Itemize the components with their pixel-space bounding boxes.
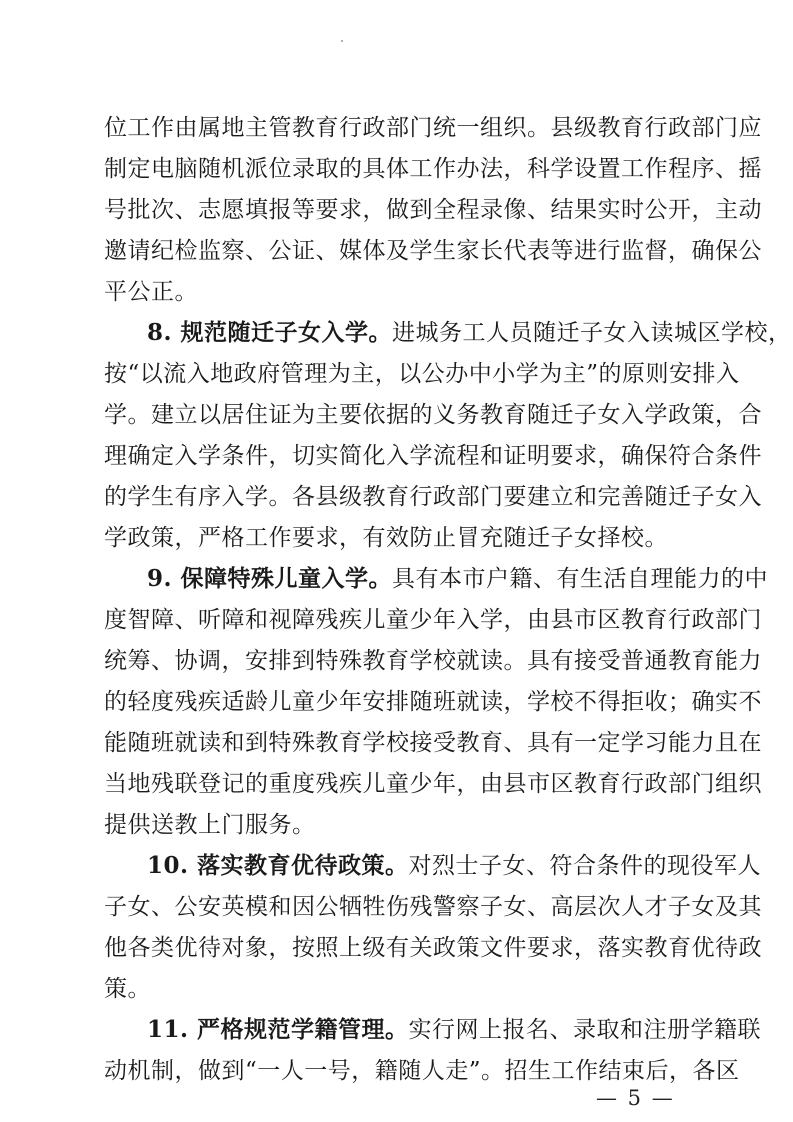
body-line: 位工作由属地主管教育行政部门统一组织。县级教育行政部门应 bbox=[104, 115, 762, 141]
body-line: 策。 bbox=[104, 976, 151, 1002]
body-line: 他各类优待对象，按照上级有关政策文件要求，落实教育优待政 bbox=[104, 935, 762, 961]
section-8-heading: 8. 规范随迁子女入学。 bbox=[147, 319, 393, 346]
body-line: 提供送教上门服务。 bbox=[104, 812, 316, 838]
body-line: 度智障、听障和视障残疾儿童少年入学，由县市区教育行政部门 bbox=[104, 607, 762, 633]
body-line: 统筹、协调，安排到特殊教育学校就读。具有接受普通教育能力 bbox=[104, 648, 762, 674]
scan-dot bbox=[341, 40, 343, 42]
body-line: 的学生有序入学。各县级教育行政部门要建立和完善随迁子女入 bbox=[104, 484, 762, 510]
page-number: — 5 — bbox=[596, 1086, 675, 1110]
body-text: 对烈士子女、符合条件的现役军人 bbox=[408, 853, 762, 879]
section-10-heading: 10. 落实教育优待政策。 bbox=[147, 852, 409, 879]
body-text: 进城务工人员随迁子女入读城区学校， bbox=[392, 320, 792, 346]
body-line: 按“以流入地政府管理为主，以公办中小学为主”的原则安排入 bbox=[104, 361, 740, 387]
body-line: 动机制，做到“一人一号，籍随人走”。招生工作结束后，各区 bbox=[104, 1058, 740, 1084]
body-line: 学政策，严格工作要求，有效防止冒充随迁子女择校。 bbox=[104, 525, 668, 551]
section-11-first-line bbox=[147, 1010, 762, 1050]
section-11-heading: 11. 严格规范学籍管理。 bbox=[147, 1016, 409, 1043]
body-line: 当地残联登记的重度残疾儿童少年，由县市区教育行政部门组织 bbox=[104, 771, 762, 797]
body-line: 号批次、志愿填报等要求，做到全程录像、结果实时公开，主动 bbox=[104, 197, 762, 223]
body-line: 制定电脑随机派位录取的具体工作办法，科学设置工作程序、摇 bbox=[104, 156, 762, 182]
section-8-first-line bbox=[147, 313, 792, 353]
body-text: 实行网上报名、录取和注册学籍联 bbox=[408, 1017, 762, 1043]
body-line: 邀请纪检监察、公证、媒体及学生家长代表等进行监督，确保公 bbox=[104, 238, 762, 264]
body-line: 学。建立以居住证为主要依据的义务教育随迁子女入学政策，合 bbox=[104, 402, 762, 428]
section-9-first-line bbox=[147, 559, 769, 599]
body-line: 能随班就读和到特殊教育学校接受教育、具有一定学习能力且在 bbox=[104, 730, 762, 756]
body-line: 子女、公安英模和因公牺牲伤残警察子女、高层次人才子女及其 bbox=[104, 894, 762, 920]
body-line: 理确定入学条件，切实简化入学流程和证明要求，确保符合条件 bbox=[104, 443, 762, 469]
body-text: 具有本市户籍、有生活自理能力的中 bbox=[392, 566, 769, 592]
section-10-first-line bbox=[147, 846, 762, 886]
body-line: 的轻度残疾适龄儿童少年安排随班就读，学校不得拒收；确实不 bbox=[104, 689, 762, 715]
body-line: 平公正。 bbox=[104, 279, 198, 305]
section-9-heading: 9. 保障特殊儿童入学。 bbox=[147, 565, 393, 592]
